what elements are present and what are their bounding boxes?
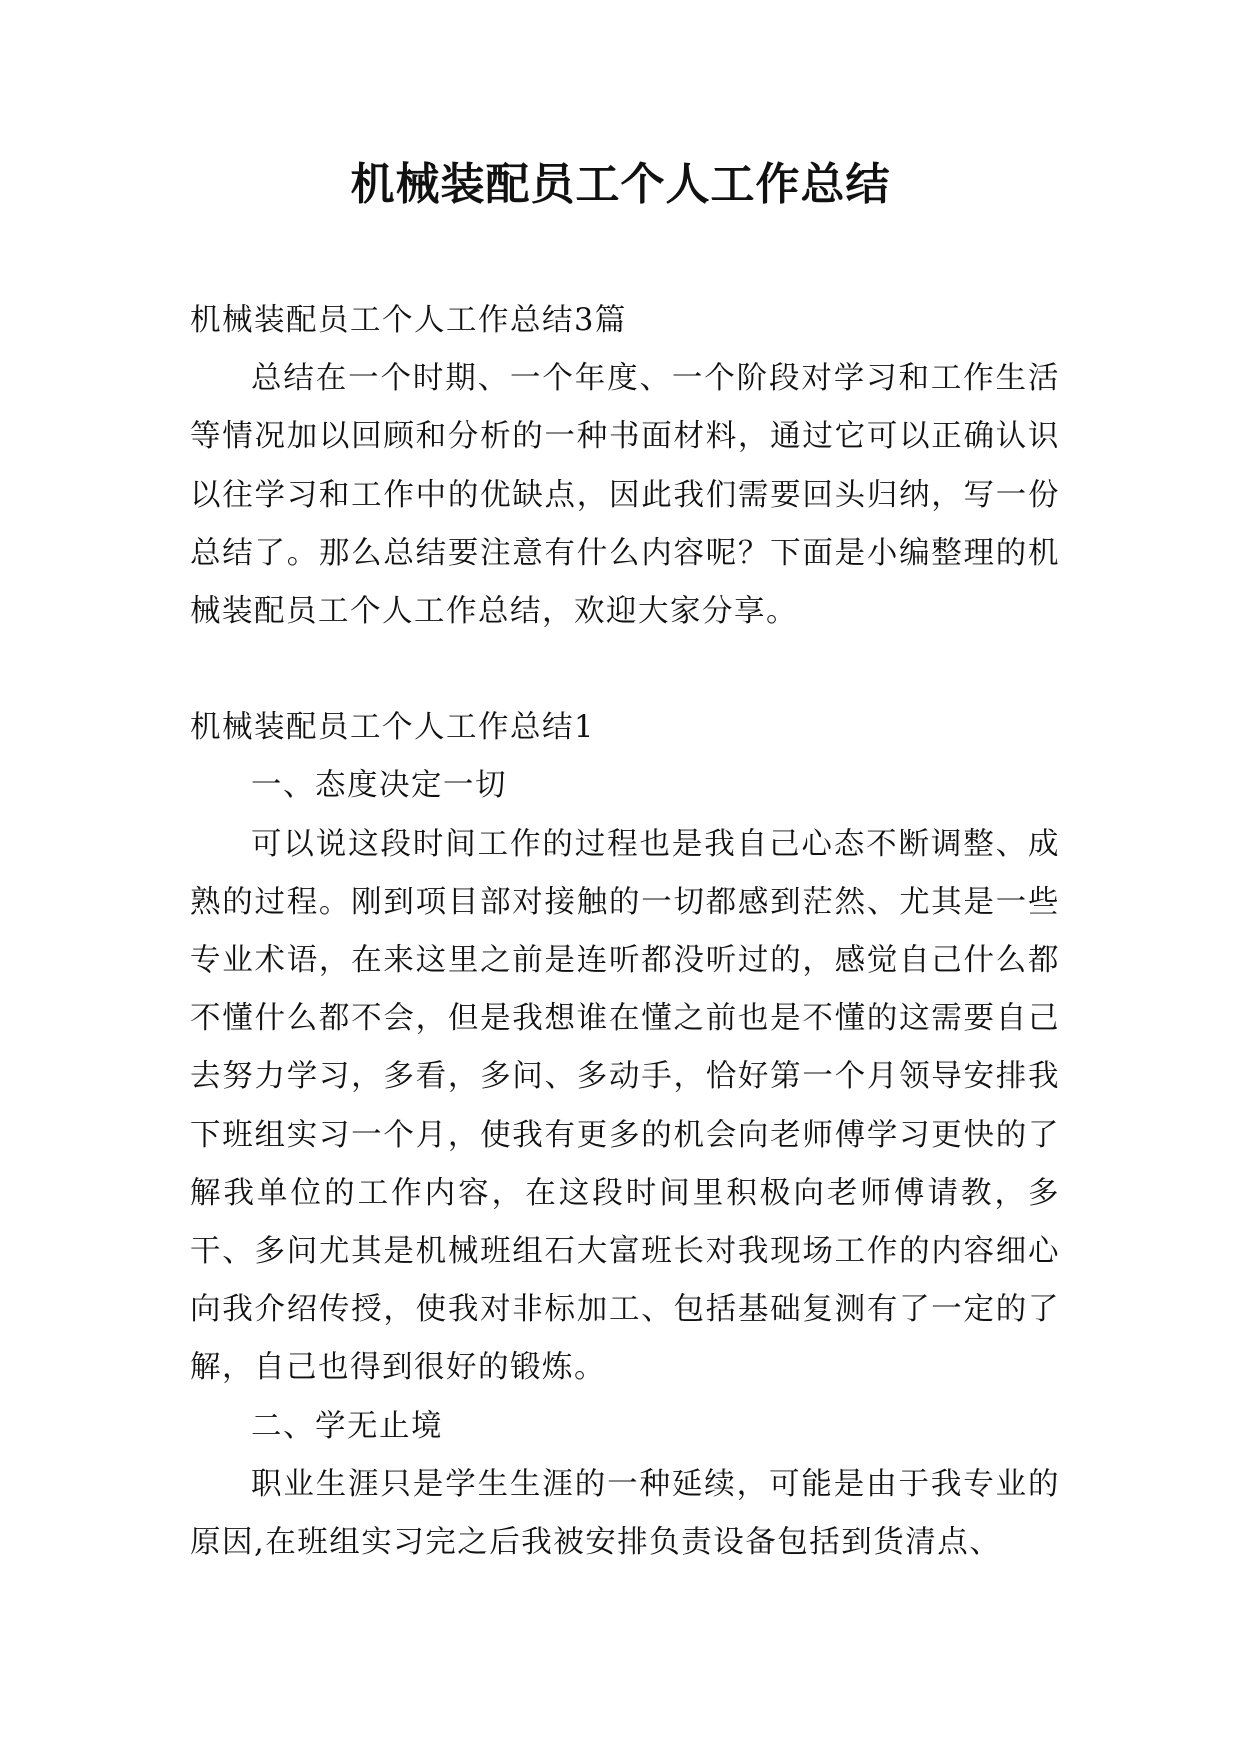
- paragraph: 职业生涯只是学生生涯的一种延续，可能是由于我专业的原因,在班组实习完之后我被安排负责设备包括到货清点、: [190, 1466, 1060, 1561]
- document-title: 机械装配员工个人工作总结: [350, 159, 891, 210]
- subheading: 一、态度决定一切: [251, 768, 507, 804]
- section-heading: 机械装配员工个人工作总结1: [190, 710, 595, 746]
- document-body: [190, 292, 1060, 1572]
- paragraph: 可以说这段时间工作的过程也是我自己心态不断调整、成熟的过程。刚到项目部对接触的一切都感到茫然、尤其是一些专业术语，在来这里之前是连听都没听过的，感觉自己什么都不懂什么都不会，但是我想谁在懂之前也是不懂的这需要自己去努力学习，多看，多问、多动手，恰好第一个月领导安排我下班组实习一个月，使我有更多的机会向老师傅学习更快的了解我单位的工作内容，在这段时间里积极向老师傅请教，多干、多问尤其是机械班组石大富班长对我现场工作的内容细心向我介绍传授，使我对非标加工、包括基础复测有了一定的了解，自己也得到很好的锻炼。: [190, 826, 1060, 1386]
- paragraph: 总结在一个时期、一个年度、一个阶段对学习和工作生活等情况加以回顾和分析的一种书面材料，通过它可以正确认识以往学习和工作中的优缺点，因此我们需要回头归纳，写一份总结了。那么总结要注意有什么内容呢？下面是小编整理的机械装配员工个人工作总结，欢迎大家分享。: [190, 361, 1060, 630]
- section-heading: 机械装配员工个人工作总结3篇: [190, 303, 627, 338]
- subheading: 二、学无止境: [251, 1408, 443, 1444]
- paragraph-gap: [190, 641, 1060, 699]
